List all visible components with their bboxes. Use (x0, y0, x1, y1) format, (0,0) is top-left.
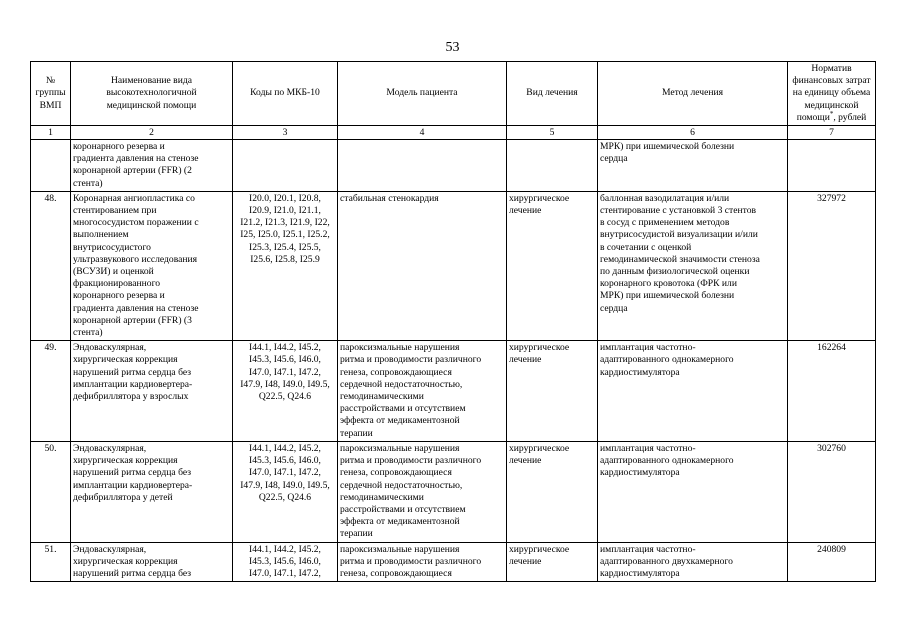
column-number: 7 (788, 126, 876, 140)
header-norm (788, 62, 876, 126)
cell-model: пароксизмальные нарушения ритма и проводимости различного генеза, сопровождающиеся сердечной недостаточностью, гемодинамическими расстройствами и отсутствием эффекта от медикаментозной терапии (338, 341, 507, 442)
cell-group (31, 140, 71, 192)
table-row (31, 441, 876, 542)
cell-codes: I44.1, I44.2, I45.2, I45.3, I45.6, I46.0, I47.0, I47.1, I47.2, I47.9, I48, I49.0, I49.5, Q22.5, Q24.6 (233, 341, 338, 442)
cell-codes: I44.1, I44.2, I45.2, I45.3, I45.6, I46.0, I47.0, I47.1, I47.2, I47.9, I48, I49.0, I49.5, Q22.5, Q24.6 (233, 441, 338, 542)
cell-method: имплантация частотно- адаптированного однокамерного кардиостимулятора (598, 341, 788, 442)
cell-norm: 302760 (788, 441, 876, 542)
table-header-row (31, 62, 876, 126)
column-number: 4 (338, 126, 507, 140)
cell-name: Эндоваскулярная, хирургическая коррекция нарушений ритма сердца без имплантации кардиовертера- дефибриллятора у детей (71, 441, 233, 542)
header-group: № группы ВМП (31, 62, 71, 126)
vmp-table (30, 61, 876, 582)
header-name: Наименование вида высокотехнологичной медицинской помощи (71, 62, 233, 126)
header-norm-mark: * (829, 109, 834, 118)
table-row (31, 542, 876, 582)
column-number: 6 (598, 126, 788, 140)
column-number: 5 (507, 126, 598, 140)
column-number: 1 (31, 126, 71, 140)
cell-model (338, 140, 507, 192)
cell-treatment: хирургическое лечение (507, 191, 598, 340)
header-norm-suffix: , рублей (833, 111, 867, 123)
cell-model: пароксизмальные нарушения ритма и проводимости различного генеза, сопровождающиеся (338, 542, 507, 582)
header-norm-text: Норматив финансовых затрат на единицу объема медицинской помощи (792, 63, 871, 123)
cell-norm (788, 140, 876, 192)
header-codes: Коды по МКБ-10 (233, 62, 338, 126)
cell-codes (233, 140, 338, 192)
cell-model: пароксизмальные нарушения ритма и проводимости различного генеза, сопровождающиеся сердечной недостаточностью, гемодинамическими расстройствами и отсутствием эффекта от медикаментозной терапии (338, 441, 507, 542)
cell-name: Эндоваскулярная, хирургическая коррекция нарушений ритма сердца без имплантации кардиовертера- дефибриллятора у взрослых (71, 341, 233, 442)
cell-method: имплантация частотно- адаптированного однокамерного кардиостимулятора (598, 441, 788, 542)
cell-group: 48. (31, 191, 71, 340)
table-row (31, 341, 876, 442)
cell-treatment: хирургическое лечение (507, 441, 598, 542)
page-number: 53 (445, 40, 460, 55)
header-method: Метод лечения (598, 62, 788, 126)
cell-method: баллонная вазодилатация и/или стентирование с установкой 3 стентов в сосуд с применением методов внутрисосудистой визуализации и/или в сочетании с оценкой гемодинамической значимости стеноза по данным физиологической оценки коронарного кровотока (ФРК или МРК) при ишемической болезни сердца (598, 191, 788, 340)
cell-codes: I20.0, I20.1, I20.8, I20.9, I21.0, I21.1, I21.2, I21.3, I21.9, I22, I25, I25.0, I25.1, I25.2, I25.3, I25.4, I25.5, I25.6, I25.8, I25.9 (233, 191, 338, 340)
cell-norm: 240809 (788, 542, 876, 582)
cell-name: Коронарная ангиопластика со стентированием при многососудистом поражении с выполнением внутрисосудистого ультразвукового исследования (ВСУЗИ) и оценкой фракционированного коронарного резерва и градиента давления на стенозе коронарной артерии (FFR) (3 стента) (71, 191, 233, 340)
cell-group: 50. (31, 441, 71, 542)
cell-treatment (507, 140, 598, 192)
cell-codes: I44.1, I44.2, I45.2, I45.3, I45.6, I46.0, I47.0, I47.1, I47.2, (233, 542, 338, 582)
cell-norm: 162264 (788, 341, 876, 442)
table-row (31, 191, 876, 340)
header-model: Модель пациента (338, 62, 507, 126)
cell-group: 49. (31, 341, 71, 442)
table-row (31, 140, 876, 192)
column-number: 2 (71, 126, 233, 140)
cell-group: 51. (31, 542, 71, 582)
cell-name: Эндоваскулярная, хирургическая коррекция нарушений ритма сердца без (71, 542, 233, 582)
column-number: 3 (233, 126, 338, 140)
cell-treatment: хирургическое лечение (507, 341, 598, 442)
column-number-row (31, 126, 876, 140)
header-treatment: Вид лечения (507, 62, 598, 126)
cell-treatment: хирургическое лечение (507, 542, 598, 582)
cell-name: коронарного резерва и градиента давления на стенозе коронарной артерии (FFR) (2 стента) (71, 140, 233, 192)
cell-norm: 327972 (788, 191, 876, 340)
cell-method: имплантация частотно- адаптированного двухкамерного кардиостимулятора (598, 542, 788, 582)
cell-method: МРК) при ишемической болезни сердца (598, 140, 788, 192)
cell-model: стабильная стенокардия (338, 191, 507, 340)
